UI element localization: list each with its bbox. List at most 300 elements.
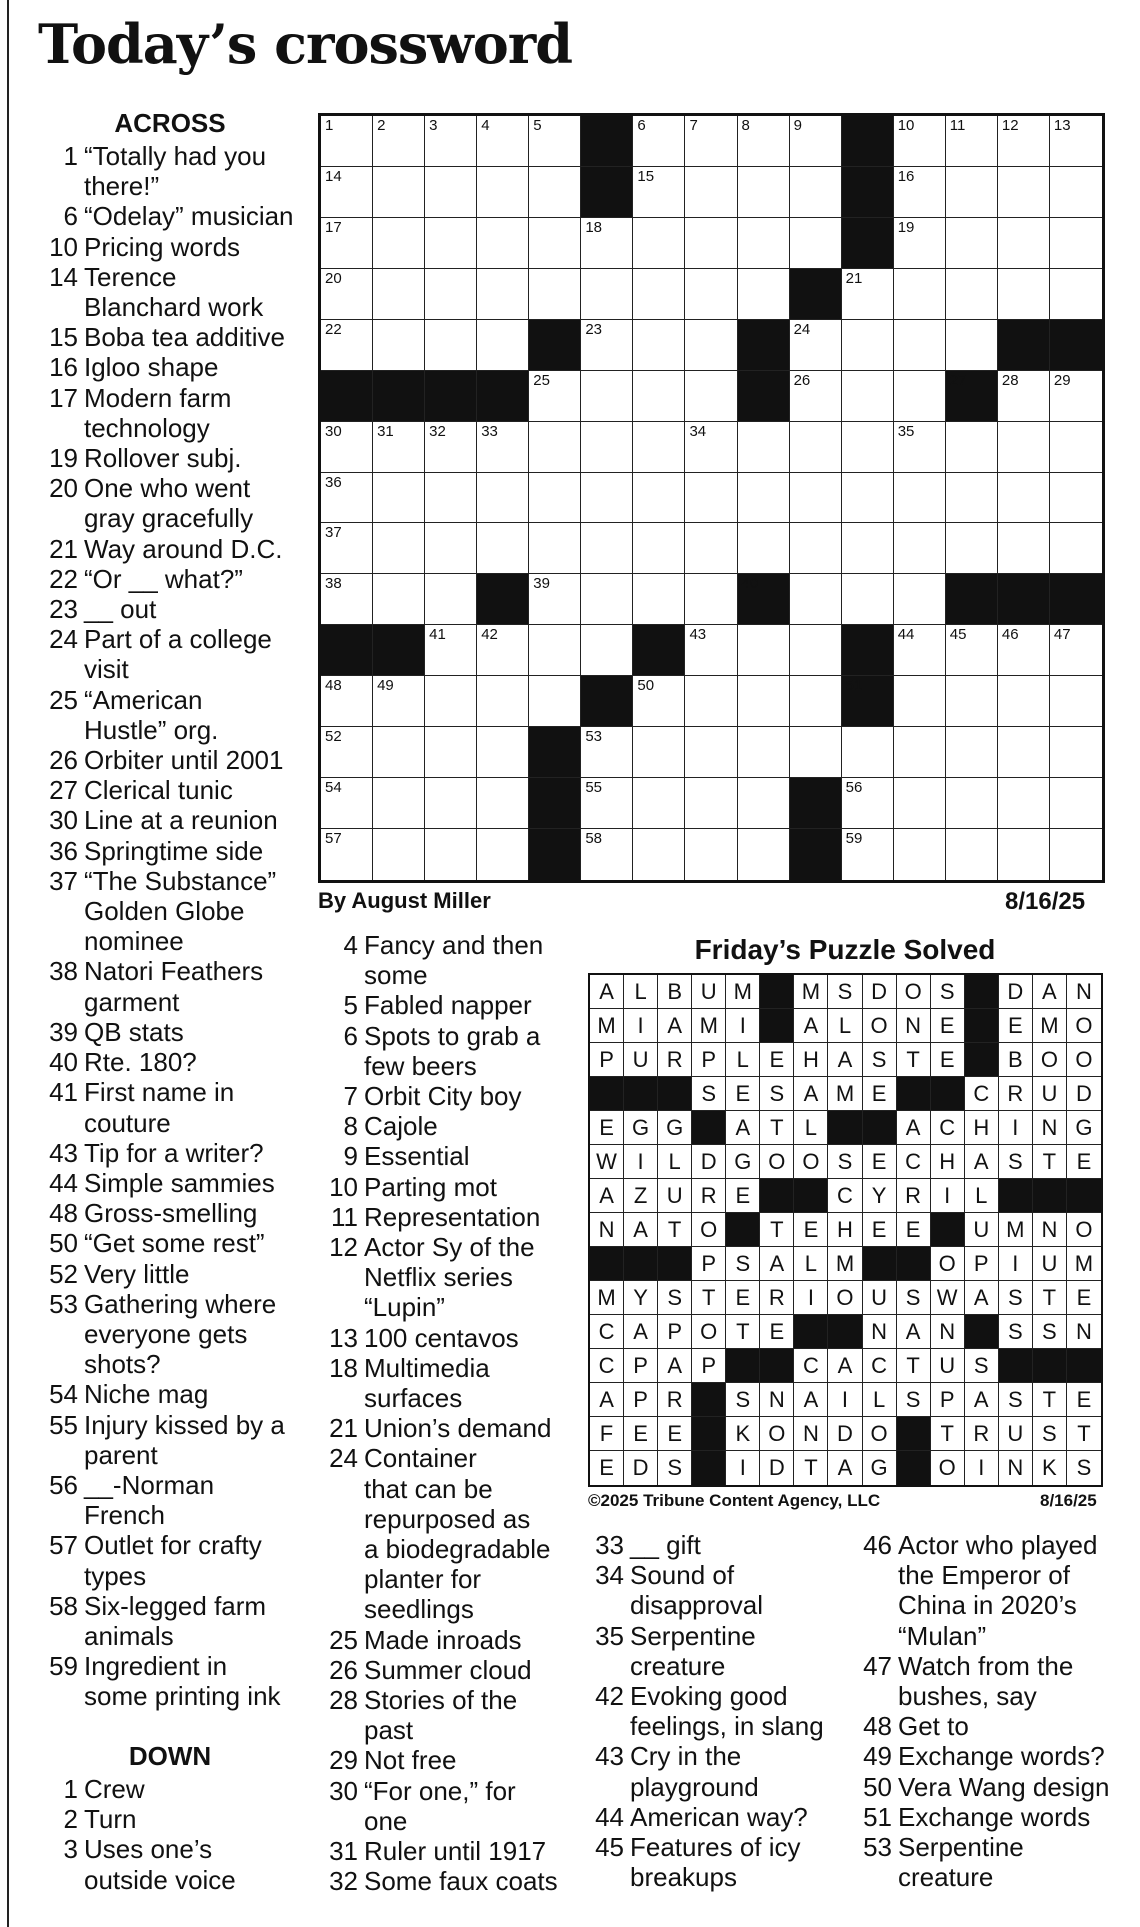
solution-letter: I	[828, 1383, 862, 1417]
grid-cell[interactable]	[790, 167, 842, 218]
grid-cell[interactable]	[477, 269, 529, 320]
grid-cell[interactable]	[425, 829, 477, 880]
grid-cell[interactable]	[894, 371, 946, 422]
grid-cell[interactable]	[842, 371, 894, 422]
grid-cell[interactable]	[946, 829, 998, 880]
grid-cell[interactable]	[633, 778, 685, 829]
clue-line: Niche mag	[84, 1379, 209, 1410]
grid-cell[interactable]	[894, 778, 946, 829]
grid-cell[interactable]	[894, 167, 946, 218]
grid-cell[interactable]	[425, 676, 477, 727]
grid-cell[interactable]	[425, 320, 477, 371]
solution-letter: A	[1033, 975, 1067, 1009]
grid-cell[interactable]	[685, 473, 737, 524]
clue-line: Parting mot	[364, 1171, 497, 1202]
grid-cell[interactable]	[581, 829, 633, 880]
solution-date: 8/16/25	[1040, 1491, 1097, 1510]
clue-number: 45	[595, 1832, 624, 1863]
grid-cell[interactable]	[425, 116, 477, 167]
grid-cell[interactable]	[321, 473, 373, 524]
solution-letter: E	[863, 1145, 897, 1179]
grid-cell[interactable]	[633, 574, 685, 625]
grid-cell[interactable]	[738, 422, 790, 473]
solution-letter: E	[897, 1213, 931, 1247]
solution-letter: S	[1033, 1417, 1067, 1451]
grid-cell[interactable]	[425, 778, 477, 829]
grid-cell[interactable]	[477, 676, 529, 727]
cell-number: 27	[949, 371, 967, 389]
cell-number: 20	[325, 269, 342, 287]
grid-cell[interactable]	[894, 422, 946, 473]
clue-number: 42	[595, 1681, 624, 1712]
solution-letter: T	[658, 1213, 692, 1247]
grid-cell[interactable]	[946, 167, 998, 218]
cell-number: 5	[533, 117, 542, 134]
solution-letter: F	[590, 1417, 624, 1451]
grid-cell[interactable]	[425, 269, 477, 320]
grid-cell[interactable]	[529, 523, 581, 574]
grid-cell[interactable]	[425, 167, 477, 218]
grid-cell[interactable]	[477, 167, 529, 218]
grid-cell[interactable]	[842, 574, 894, 625]
clue-line: bushes, say	[898, 1681, 1037, 1712]
grid-cell[interactable]	[529, 625, 581, 676]
grid-cell[interactable]	[1050, 727, 1102, 778]
grid-cell[interactable]	[581, 371, 633, 422]
grid-cell[interactable]	[373, 727, 425, 778]
grid-cell[interactable]	[1050, 167, 1102, 218]
down-clue-1	[42, 1774, 304, 1804]
grid-cell[interactable]	[633, 829, 685, 880]
grid-cell[interactable]	[685, 320, 737, 371]
grid-cell[interactable]	[373, 778, 425, 829]
grid-cell[interactable]	[633, 473, 685, 524]
grid-cell[interactable]	[1050, 676, 1102, 727]
clue-line: Line at a reunion	[84, 805, 278, 836]
grid-cell[interactable]	[581, 269, 633, 320]
solution-letter: N	[999, 1451, 1033, 1485]
grid-cell[interactable]	[946, 422, 998, 473]
grid-cell[interactable]	[998, 625, 1050, 676]
solution-letter: E	[999, 1009, 1033, 1043]
grid-cell[interactable]	[946, 473, 998, 524]
clue-number: 40	[49, 1047, 78, 1078]
grid-cell[interactable]	[373, 829, 425, 880]
cell-number: 1	[325, 117, 334, 134]
grid-cell[interactable]	[425, 473, 477, 524]
grid-cell[interactable]	[581, 320, 633, 371]
grid-cell[interactable]	[998, 371, 1050, 422]
grid-cell[interactable]	[790, 422, 842, 473]
black-square	[790, 829, 842, 880]
grid-cell[interactable]	[633, 422, 685, 473]
grid-cell[interactable]	[790, 218, 842, 269]
grid-cell[interactable]	[946, 320, 998, 371]
grid-cell[interactable]	[321, 727, 373, 778]
grid-cell[interactable]	[529, 676, 581, 727]
grid-cell[interactable]	[529, 167, 581, 218]
grid-cell[interactable]	[946, 778, 998, 829]
solution-black-square	[794, 1315, 828, 1349]
clue-line: “Or __ what?”	[84, 563, 243, 594]
grid-cell[interactable]	[477, 422, 529, 473]
grid-cell[interactable]	[321, 829, 373, 880]
grid-cell[interactable]	[894, 218, 946, 269]
grid-cell[interactable]	[998, 422, 1050, 473]
clue-line: surfaces	[364, 1383, 463, 1414]
grid-cell[interactable]	[1050, 218, 1102, 269]
grid-cell[interactable]	[581, 523, 633, 574]
black-square	[633, 625, 685, 676]
grid-cell[interactable]	[425, 422, 477, 473]
grid-cell[interactable]	[633, 676, 685, 727]
grid-cell[interactable]	[477, 218, 529, 269]
solution-letter: G	[1067, 1111, 1101, 1145]
grid-cell[interactable]	[477, 523, 529, 574]
grid-cell[interactable]	[685, 727, 737, 778]
solution-black-square	[965, 1315, 999, 1349]
grid-cell[interactable]	[946, 116, 998, 167]
grid-cell[interactable]	[685, 371, 737, 422]
grid-cell[interactable]	[998, 727, 1050, 778]
grid-cell[interactable]	[581, 625, 633, 676]
solution-letter: U	[863, 1281, 897, 1315]
grid-cell[interactable]	[321, 778, 373, 829]
grid-cell[interactable]	[894, 676, 946, 727]
solution-black-square	[828, 1315, 862, 1349]
grid-cell[interactable]	[685, 574, 737, 625]
grid-cell[interactable]	[373, 574, 425, 625]
solution-letter: M	[590, 1009, 624, 1043]
grid-cell[interactable]	[1050, 625, 1102, 676]
grid-cell[interactable]	[685, 829, 737, 880]
grid-cell[interactable]	[477, 727, 529, 778]
grid-cell[interactable]	[998, 829, 1050, 880]
grid-cell[interactable]	[946, 676, 998, 727]
grid-cell[interactable]	[685, 116, 737, 167]
solution-black-square	[1067, 1349, 1101, 1383]
grid-cell[interactable]	[894, 320, 946, 371]
grid-cell[interactable]	[633, 167, 685, 218]
grid-cell[interactable]	[894, 829, 946, 880]
solution-letter: C	[931, 1111, 965, 1145]
grid-cell[interactable]	[581, 218, 633, 269]
copyright: ©2025 Tribune Content Agency, LLC	[588, 1491, 881, 1510]
grid-cell[interactable]	[581, 574, 633, 625]
grid-cell[interactable]	[842, 269, 894, 320]
grid-cell[interactable]	[425, 625, 477, 676]
grid-cell[interactable]	[790, 727, 842, 778]
solution-letter: P	[931, 1383, 965, 1417]
grid-cell[interactable]	[998, 116, 1050, 167]
grid-cell[interactable]	[946, 523, 998, 574]
cell-number: 49	[377, 677, 394, 695]
grid-cell[interactable]	[738, 676, 790, 727]
grid-cell[interactable]	[685, 676, 737, 727]
black-square	[790, 778, 842, 829]
grid-cell[interactable]	[633, 727, 685, 778]
solution-letter: A	[590, 1179, 624, 1213]
solution-letter: N	[1067, 1315, 1101, 1349]
grid-cell[interactable]	[998, 676, 1050, 727]
cell-number: 22	[325, 320, 342, 338]
cell-number: 58	[585, 830, 603, 848]
down-clue-53	[854, 1832, 1112, 1892]
solution-letter: O	[897, 975, 931, 1009]
clue-line: the Emperor of	[898, 1560, 1070, 1591]
clue-text	[84, 745, 304, 775]
grid-cell[interactable]	[477, 473, 529, 524]
cell-number: 17	[325, 218, 342, 236]
grid-cell[interactable]	[529, 371, 581, 422]
grid-cell[interactable]	[894, 727, 946, 778]
clue-line: some	[364, 960, 428, 991]
solution-letter: S	[1033, 1315, 1067, 1349]
clue-number: 24	[329, 1443, 358, 1474]
black-square	[738, 371, 790, 422]
grid-cell[interactable]	[373, 523, 425, 574]
grid-cell[interactable]	[685, 778, 737, 829]
grid-cell[interactable]	[842, 727, 894, 778]
grid-cell[interactable]	[738, 269, 790, 320]
solution-black-square	[863, 1247, 897, 1281]
grid-cell[interactable]	[633, 523, 685, 574]
grid-cell[interactable]	[373, 676, 425, 727]
grid-cell[interactable]	[738, 727, 790, 778]
grid-cell[interactable]	[842, 473, 894, 524]
grid-cell[interactable]	[373, 218, 425, 269]
grid-cell[interactable]	[738, 778, 790, 829]
grid-cell[interactable]	[790, 574, 842, 625]
grid-cell[interactable]	[373, 473, 425, 524]
grid-cell[interactable]	[1050, 371, 1102, 422]
grid-cell[interactable]	[842, 422, 894, 473]
grid-cell[interactable]	[894, 625, 946, 676]
cell-number: 3	[429, 117, 438, 134]
grid-cell[interactable]	[373, 422, 425, 473]
solution-letter: S	[828, 1145, 862, 1179]
grid-cell[interactable]	[477, 829, 529, 880]
grid-cell[interactable]	[321, 320, 373, 371]
grid-cell[interactable]	[321, 523, 373, 574]
grid-cell[interactable]	[685, 422, 737, 473]
grid-cell[interactable]	[581, 422, 633, 473]
grid-cell[interactable]	[685, 167, 737, 218]
grid-cell[interactable]	[790, 523, 842, 574]
grid-cell[interactable]	[529, 422, 581, 473]
grid-cell[interactable]	[425, 218, 477, 269]
black-square	[581, 116, 633, 167]
grid-cell[interactable]	[894, 116, 946, 167]
grid-cell[interactable]	[998, 523, 1050, 574]
grid-cell[interactable]	[321, 422, 373, 473]
grid-cell[interactable]	[477, 625, 529, 676]
grid-cell[interactable]	[373, 320, 425, 371]
grid-cell[interactable]	[633, 371, 685, 422]
grid-cell[interactable]	[581, 778, 633, 829]
grid-cell[interactable]	[685, 218, 737, 269]
black-square	[998, 320, 1050, 371]
grid-cell[interactable]	[894, 574, 946, 625]
solution-letter: G	[658, 1111, 692, 1145]
grid-cell[interactable]	[373, 167, 425, 218]
grid-cell[interactable]	[790, 473, 842, 524]
grid-cell[interactable]	[633, 116, 685, 167]
clue-text	[898, 1530, 1112, 1651]
down-clue-42	[586, 1681, 854, 1741]
grid-cell[interactable]	[373, 269, 425, 320]
grid-cell[interactable]	[581, 727, 633, 778]
grid-cell[interactable]	[529, 574, 581, 625]
solution-black-square	[1033, 1349, 1067, 1383]
left-column-rule	[7, 0, 9, 1927]
grid-cell[interactable]	[998, 473, 1050, 524]
grid-cell[interactable]	[685, 523, 737, 574]
down-clue-21	[318, 1413, 573, 1443]
grid-cell[interactable]	[738, 523, 790, 574]
grid-cell[interactable]	[321, 167, 373, 218]
clue-line: there!”	[84, 171, 160, 202]
grid-cell[interactable]	[477, 116, 529, 167]
grid-cell[interactable]	[790, 625, 842, 676]
cell-number: 45	[949, 626, 967, 644]
clue-line: Fancy and then	[364, 930, 544, 960]
grid-cell[interactable]	[633, 218, 685, 269]
grid-cell[interactable]	[633, 320, 685, 371]
grid-cell[interactable]	[790, 676, 842, 727]
grid-cell[interactable]	[738, 625, 790, 676]
grid-cell[interactable]	[738, 116, 790, 167]
clue-text	[364, 1232, 573, 1323]
grid-cell[interactable]	[321, 269, 373, 320]
grid-cell[interactable]	[738, 218, 790, 269]
clue-line: Actor who played	[898, 1530, 1098, 1560]
grid-cell[interactable]	[842, 778, 894, 829]
grid-cell[interactable]	[529, 473, 581, 524]
clue-text	[898, 1651, 1112, 1711]
grid-cell[interactable]	[894, 473, 946, 524]
cell-number: 10	[897, 117, 915, 134]
clue-text	[84, 1228, 304, 1258]
grid-cell[interactable]	[998, 269, 1050, 320]
grid-cell[interactable]	[685, 625, 737, 676]
grid-cell[interactable]	[842, 523, 894, 574]
grid-cell[interactable]	[1050, 473, 1102, 524]
grid-cell[interactable]	[1050, 116, 1102, 167]
grid-cell[interactable]	[477, 778, 529, 829]
clue-number: 29	[329, 1745, 358, 1776]
grid-cell[interactable]	[425, 727, 477, 778]
grid-cell[interactable]	[1050, 778, 1102, 829]
grid-cell[interactable]	[477, 320, 529, 371]
grid-cell[interactable]	[1050, 523, 1102, 574]
cell-number: 8	[741, 117, 750, 134]
grid-cell[interactable]	[790, 320, 842, 371]
cell-number: 33	[481, 422, 498, 440]
clue-number: 52	[49, 1258, 78, 1289]
clue-line: Actor Sy of the	[364, 1232, 535, 1263]
solution-letter: S	[897, 1383, 931, 1417]
solution-letter: S	[999, 1281, 1033, 1315]
grid-cell[interactable]	[1050, 422, 1102, 473]
grid-cell[interactable]	[790, 371, 842, 422]
grid-cell[interactable]	[685, 269, 737, 320]
grid-cell[interactable]	[581, 473, 633, 524]
clue-number: 39	[49, 1016, 78, 1047]
grid-cell[interactable]	[946, 625, 998, 676]
grid-cell[interactable]	[425, 574, 477, 625]
grid-cell[interactable]	[738, 167, 790, 218]
grid-cell[interactable]	[998, 778, 1050, 829]
grid-cell[interactable]	[529, 116, 581, 167]
clue-number: 14	[49, 261, 78, 292]
clue-text	[364, 1353, 573, 1413]
solution-letter: E	[1067, 1383, 1101, 1417]
grid-cell[interactable]	[321, 574, 373, 625]
solution-letter: I	[726, 1009, 760, 1043]
clue-text	[364, 1141, 573, 1171]
solution-letter: E	[794, 1213, 828, 1247]
solution-letter: P	[692, 1247, 726, 1281]
grid-cell[interactable]	[321, 676, 373, 727]
down-clue-10	[318, 1172, 573, 1202]
solution-letter: L	[863, 1383, 897, 1417]
grid-cell[interactable]	[1050, 269, 1102, 320]
solution-black-square	[965, 1043, 999, 1077]
black-square	[842, 116, 894, 167]
grid-cell[interactable]	[738, 829, 790, 880]
solution-black-square	[1033, 1179, 1067, 1213]
grid-cell[interactable]	[321, 218, 373, 269]
clue-text	[84, 232, 304, 262]
across-clue-37	[42, 866, 304, 957]
across-clue-30	[42, 805, 304, 835]
grid-cell[interactable]	[894, 523, 946, 574]
grid-cell[interactable]	[321, 116, 373, 167]
black-square	[529, 829, 581, 880]
grid-cell[interactable]	[529, 218, 581, 269]
grid-cell[interactable]	[946, 269, 998, 320]
solution-letter: R	[692, 1179, 726, 1213]
cell-number: 28	[1001, 371, 1019, 389]
grid-cell[interactable]	[633, 269, 685, 320]
solution-letter: M	[1067, 1247, 1101, 1281]
grid-cell[interactable]	[998, 167, 1050, 218]
grid-cell[interactable]	[425, 523, 477, 574]
solution-black-square	[999, 1179, 1033, 1213]
grid-cell[interactable]	[790, 116, 842, 167]
clue-number: 10	[49, 231, 78, 262]
across-clue-57	[42, 1530, 304, 1590]
grid-cell[interactable]	[373, 116, 425, 167]
grid-cell[interactable]	[998, 218, 1050, 269]
clue-line: Part of a college	[84, 624, 272, 655]
down-clue-28	[318, 1685, 573, 1745]
clue-line: “Get some rest”	[84, 1228, 265, 1259]
clue-text	[364, 1866, 573, 1896]
grid-cell[interactable]	[946, 727, 998, 778]
grid-cell[interactable]	[842, 320, 894, 371]
grid-cell[interactable]	[842, 829, 894, 880]
clue-number: 18	[329, 1352, 358, 1383]
grid-cell[interactable]	[529, 269, 581, 320]
grid-cell[interactable]	[946, 218, 998, 269]
grid-cell[interactable]	[894, 269, 946, 320]
clue-number: 49	[863, 1741, 892, 1772]
clue-text	[84, 1470, 304, 1530]
grid-cell[interactable]	[1050, 829, 1102, 880]
grid-cell[interactable]	[738, 473, 790, 524]
